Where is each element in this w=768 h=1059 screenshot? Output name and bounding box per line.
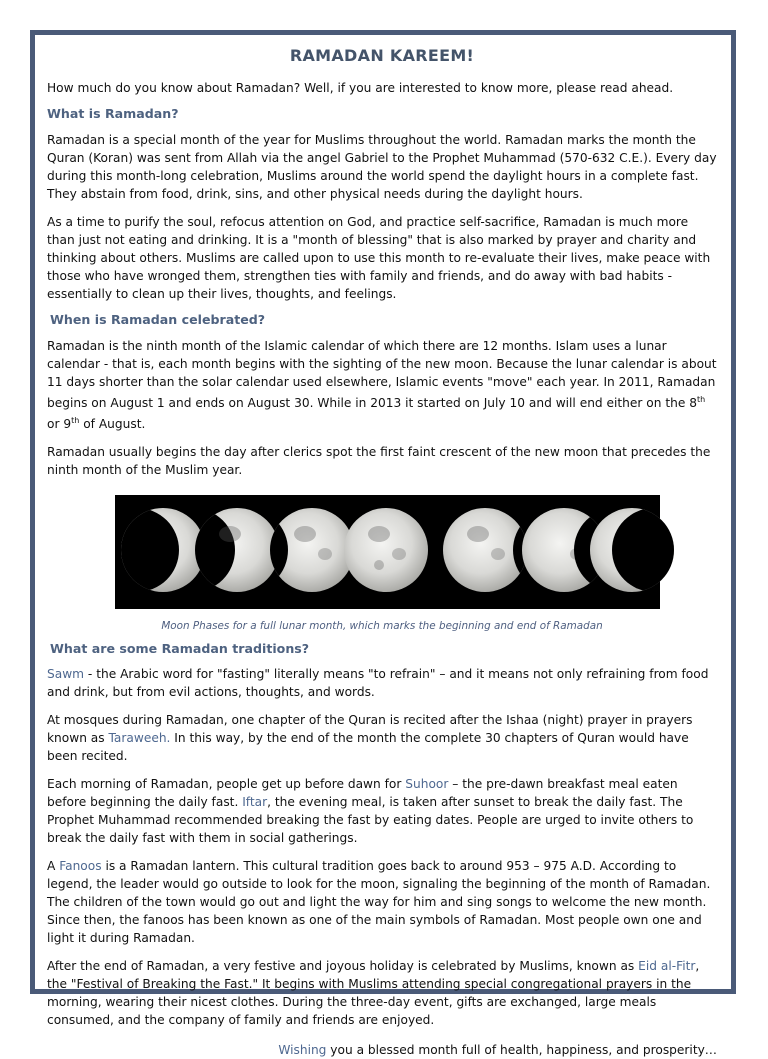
when-paragraph-1: [47, 337, 717, 433]
fanoos-paragraph: [47, 857, 717, 947]
page-title: RAMADAN KAREEM!: [289, 46, 475, 65]
superscript-th-1: th: [696, 395, 706, 404]
keyword-taraweeh: Taraweeh.: [108, 731, 171, 746]
eid-post: , the "Festival of Breaking the Fast." It begins with Muslims attending special congregational prayers in the morning, wearing their nicest clothes. During the three-day event, gifts are exchanged, large meals consumed, and the company of family and friends are enjoyed.: [47, 959, 700, 1028]
suhoor-mid: – the pre-dawn breakfast meal eaten before beginning the daily fast.: [47, 777, 678, 810]
moon-phase-full: [344, 508, 428, 592]
superscript-th-2: th: [71, 416, 80, 426]
eid-pre: After the end of Ramadan, a very festive and joyous holiday is celebrated by Muslims, known as: [47, 959, 639, 974]
moon-phase-2: [195, 508, 279, 592]
moon-phase-7: [590, 508, 674, 592]
suhoor-pre: Each morning of Ramadan, people get up before dawn for: [47, 777, 406, 792]
page-border: [30, 30, 736, 1058]
iftar-post: , the evening meal, is taken after sunset to break the daily fast. The Prophet Muhammad recommended breaking the fast by eating dates. People are urged to invite others to break the daily fast with them in social gatherings.: [47, 795, 694, 846]
moon-phase-1: [121, 508, 205, 592]
sawm-paragraph: [47, 665, 717, 701]
taraweeh-pre: At mosques during Ramadan, one chapter of the Quran is recited after the Ishaa (night) prayer in prayers known as: [47, 713, 693, 746]
what-paragraph-1: Ramadan is a special month of the year for Muslims throughout the world. Ramadan marks the month the Quran (Koran) was sent from Allah via the angel Gabriel to the Prophet Muhammad (570-632 C.E.). Every day during this month-long celebration, Muslims around the world spend the daylight hours in a complete fast. They abstain from food, drink, sins, and other physical needs during the daylight hours.: [47, 133, 717, 201]
keyword-eid-al-fitr: Eid al-Fitr: [638, 959, 696, 974]
keyword-sawm: Sawm: [47, 667, 85, 682]
keyword-wishing: Wishing: [278, 1043, 327, 1058]
fanoos-pre: A: [47, 859, 60, 874]
when-paragraph-2: Ramadan usually begins the day after clerics spot the first faint crescent of the new moon that precedes the ninth month of the Muslim year.: [47, 445, 711, 478]
moon-phase-5: [443, 508, 527, 592]
when-text-a: Ramadan is the ninth month of the Islamic calendar of which there are 12 months. Islam uses a lunar calendar - that is, each month begins with the sighting of the new moon. Because the lunar calendar is about 11 days shorter than the solar calendar used elsewhere, Islamic events "move" each year. In 2011, Ramadan begins on August 1 and ends on August 30. While in 2013 it started on July 10 and will end either on the 8: [47, 339, 717, 411]
keyword-fanoos: Fanoos: [59, 859, 102, 874]
keyword-iftar: Iftar: [242, 795, 268, 810]
closing-text: you a blessed month full of health, happiness, and prosperity…: [326, 1043, 717, 1058]
closing-line: [47, 1041, 717, 1059]
heading-when-celebrated: When is Ramadan celebrated?: [50, 312, 266, 327]
eid-paragraph: [47, 957, 717, 1029]
moon-phases-image: [115, 495, 660, 609]
image-caption: Moon Phases for a full lunar month, which marks the beginning and end of Ramadan: [161, 620, 603, 633]
intro-paragraph: How much do you know about Ramadan? Well, if you are interested to know more, please read ahead.: [47, 81, 674, 95]
keyword-suhoor: Suhoor: [405, 777, 449, 792]
taraweeh-paragraph: [47, 711, 717, 765]
when-text-c: of August.: [79, 417, 146, 432]
fanoos-post: is a Ramadan lantern. This cultural tradition goes back to around 953 – 975 A.D. According to legend, the leader would go outside to look for the moon, signaling the beginning of the month of Ramadan. The children of the town would go out and light the way for him and sing songs to welcome the new month. Since then, the fanoos has been known as one of the main symbols of Ramadan. Most people own one and light it during Ramadan.: [47, 859, 711, 946]
what-paragraph-2: As a time to purify the soul, refocus attention on God, and practice self-sacrifice, Ramadan is much more than just not eating and drinking. It is a "month of blessing" that is also marked by prayer and charity and thinking about others. Muslims are called upon to use this month to re-evaluate their lives, make peace with those who have wronged them, strengthen ties with family and friends, and do away with bad habits - essentially to clean up their lives, thoughts, and feelings.: [47, 215, 711, 301]
suhoor-iftar-paragraph: [47, 775, 717, 847]
moon-phase-3: [270, 508, 354, 592]
heading-traditions: What are some Ramadan traditions?: [50, 641, 310, 657]
sawm-text: - the Arabic word for "fasting" literally means "to refrain" – and it means not only refraining from food and drink, but from evil actions, thoughts, and words.: [47, 667, 709, 700]
taraweeh-post: In this way, by the end of the month the complete 30 chapters of Quran would have been recited.: [47, 731, 689, 764]
heading-what-is-ramadan: What is Ramadan?: [47, 106, 179, 121]
document-body: [47, 45, 717, 1059]
when-text-b: or 9: [47, 417, 72, 432]
